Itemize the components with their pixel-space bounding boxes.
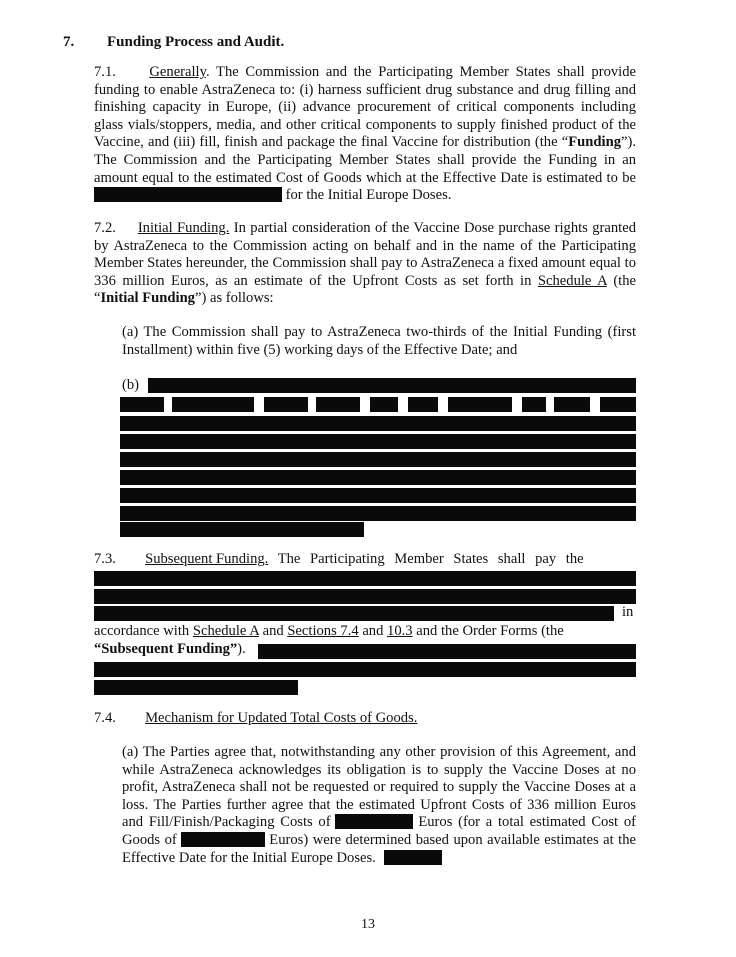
clause-text: Euros (for a total estimated Cost of Goods of bbox=[122, 814, 636, 848]
clause-heading: Initial Funding. bbox=[137, 220, 230, 236]
paragraph-7-3-line-6 bbox=[94, 641, 246, 659]
redaction-block bbox=[120, 452, 636, 467]
redaction-block bbox=[94, 606, 614, 621]
defined-term: Initial Funding bbox=[100, 290, 195, 307]
clause-heading: Mechanism for Updated Total Costs of Goods. bbox=[145, 710, 418, 726]
clause-heading: Generally bbox=[149, 64, 206, 80]
schedule-link: Schedule A bbox=[192, 623, 259, 639]
section-link: 10.3 bbox=[387, 623, 413, 639]
redaction-block bbox=[316, 397, 360, 412]
page-number: 13 bbox=[361, 917, 375, 932]
subparagraph-7-4-a bbox=[122, 744, 636, 867]
redaction-block bbox=[384, 850, 442, 865]
paragraph-7-3-line-5 bbox=[94, 623, 564, 641]
clause-text: and the Order Forms (the bbox=[412, 623, 564, 639]
redaction-block bbox=[600, 397, 636, 412]
redaction-block bbox=[120, 434, 636, 449]
clause-text: ”) as follows: bbox=[194, 290, 274, 307]
redaction-block bbox=[335, 814, 413, 829]
redaction-block bbox=[172, 397, 254, 412]
clause-number: 7.4. bbox=[94, 710, 116, 726]
section-title: Funding Process and Audit. bbox=[107, 34, 285, 50]
subparagraph-7-2-b-label: (b) bbox=[122, 377, 140, 393]
clause-text: ). bbox=[237, 641, 246, 657]
redaction-block bbox=[148, 378, 636, 393]
redaction-block bbox=[120, 416, 636, 431]
clause-text: for the Initial Europe Doses. bbox=[282, 187, 452, 204]
redaction-block bbox=[120, 470, 636, 485]
defined-term: “Subsequent Funding” bbox=[94, 641, 238, 657]
redaction-block bbox=[94, 187, 282, 202]
clause-text: accordance with bbox=[94, 623, 193, 639]
clause-heading: Subsequent Funding. bbox=[145, 551, 269, 567]
clause-number: 7.1. bbox=[94, 64, 116, 80]
redaction-block bbox=[94, 662, 636, 677]
redaction-block bbox=[120, 506, 636, 521]
clause-text: in bbox=[622, 604, 634, 620]
schedule-link: Schedule A bbox=[537, 272, 607, 289]
redaction-block bbox=[94, 589, 636, 604]
redaction-block bbox=[181, 832, 265, 847]
clause-text: and bbox=[258, 623, 288, 639]
redaction-block bbox=[120, 522, 364, 537]
section-number: 7. bbox=[63, 34, 75, 50]
redaction-block bbox=[264, 397, 308, 412]
redaction-block bbox=[258, 644, 636, 659]
paragraph-7-3-first-line bbox=[94, 551, 636, 569]
redaction-block bbox=[408, 397, 438, 412]
paragraph-7-2 bbox=[94, 220, 636, 308]
redaction-block bbox=[94, 680, 298, 695]
clause-text: and bbox=[358, 623, 388, 639]
redaction-block bbox=[554, 397, 590, 412]
clause-text: The Participating Member States shall pay the bbox=[268, 551, 584, 567]
redaction-block bbox=[120, 488, 636, 503]
section-link: Sections 7.4 bbox=[287, 623, 359, 639]
clause-text: In partial consideration of the Vaccine Dose purchase rights granted by AstraZeneca to the Commission acting on behalf and in the name of the Participating Member States hereunder, the Commission shall pay to AstraZeneca a fixed amount equal to 336 million Euros, as an estimate of the Upfront Costs as set forth in bbox=[94, 220, 636, 289]
clause-text: (a) The Parties agree that, notwithstanding any other provision of this Agreement, and while AstraZeneca acknowledges its obligation is to supply the Vaccine Doses at no profit, AstraZeneca shall not be requested or required to supply the Vaccine Doses at a loss. The Parties further agree that the estimated Upfront Costs of 336 million Euros and Fill/Finish/Packaging Costs of bbox=[122, 744, 636, 831]
redaction-block bbox=[370, 397, 398, 412]
clause-text: ”). The Commission and the Participating Member States shall provide the Funding in an amount equal to the estimated Cost of Goods which at the Effective Date is estimated to be bbox=[94, 134, 636, 186]
redaction-block bbox=[522, 397, 546, 412]
clause-number: 7.3. bbox=[94, 551, 116, 567]
subparagraph-7-2-a bbox=[122, 324, 636, 359]
defined-term: Funding bbox=[568, 134, 621, 151]
clause-text: . The Commission and the Participating Member States shall provide funding to enable AstraZeneca to: (i) harness sufficient drug substance and drug filling and finishing capacity in Europe, (ii) advance procurement of critical components including glass vials/stoppers, media, and other critical components to supply finished product of the Vaccine, and (iii) fill, finish and package the final Vaccine for distribution (the “ bbox=[94, 64, 636, 151]
redaction-block bbox=[120, 397, 164, 412]
paragraph-7-4-heading bbox=[94, 710, 417, 728]
clause-text: (a) The Commission shall pay to AstraZeneca two-thirds of the Initial Funding (first Installment) within five (5) working days of the Effective Date; and bbox=[122, 324, 636, 358]
paragraph-7-1 bbox=[94, 64, 636, 205]
redaction-block bbox=[448, 397, 512, 412]
clause-text: (the “ bbox=[94, 272, 637, 307]
redaction-block bbox=[94, 571, 636, 586]
clause-number: 7.2. bbox=[94, 220, 116, 236]
clause-text: Euros) were determined based upon available estimates at the Effective Date for the Initial Europe Doses. bbox=[122, 831, 636, 866]
